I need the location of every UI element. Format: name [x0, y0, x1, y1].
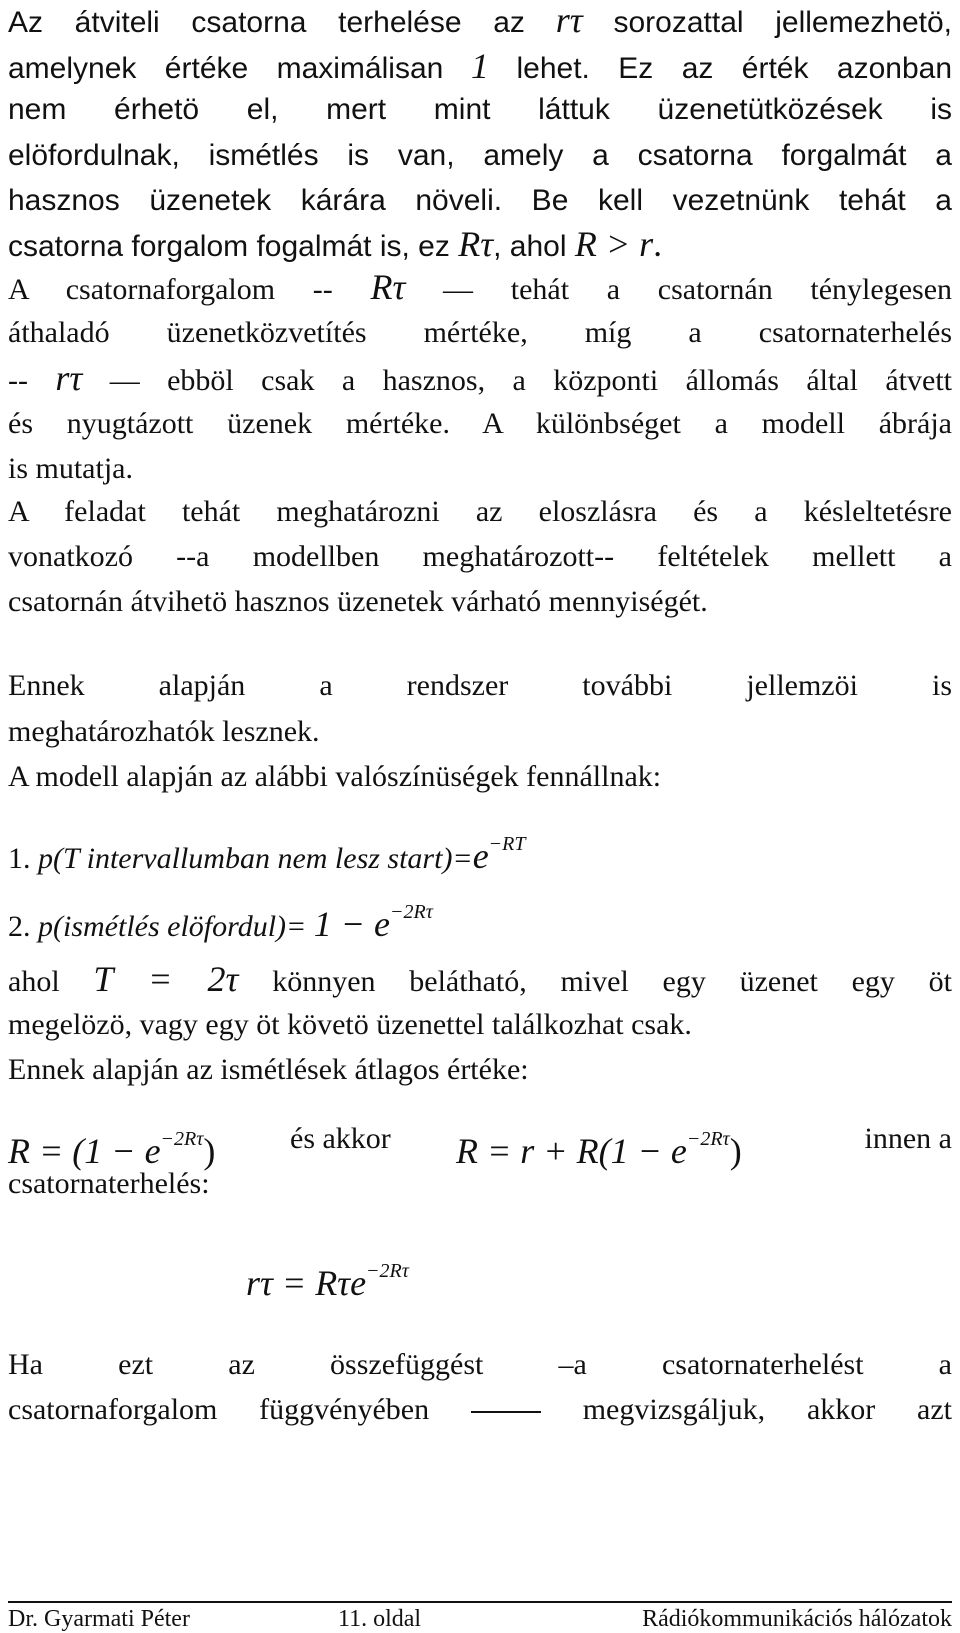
math-r-tau: rτ	[555, 0, 583, 40]
p5-line-3: Ennek alapján az ismétlések átlagos értéke:	[8, 1053, 529, 1086]
equation-R-recursive: R = r + R(1 − e	[456, 1131, 687, 1171]
p3-line-3: csatornán átvihetö hasznos üzenetek várható mennyiségét.	[8, 585, 708, 618]
p5-line-1: ahol T = 2τ könnyen belátható, mivel egy üzenet egy öt	[8, 959, 952, 999]
equation-T: T = 2τ	[93, 959, 239, 999]
p1-line-5: hasznos üzenetek kárára növeli. Be kell vezetnünk tehát a	[8, 184, 952, 217]
p2-line-4: és nyugtázott üzenek mértéke. A különbséget a modell ábrája	[8, 407, 952, 440]
p3-line-1: A feladat tehát meghatározni az eloszlásra és a késleltetésre	[8, 495, 952, 528]
footer-page-number: 11. oldal	[338, 1606, 422, 1632]
p2-line-3: -- rτ — ebböl csak a hasznos, a központi állomás által átvett	[8, 358, 952, 398]
p1-line-3: nem érhetö el, mert mint láttuk üzenetütközések is	[8, 93, 952, 126]
p5-line-2: megelözö, vagy egy öt követö üzenettel találkozhat csak.	[8, 1008, 692, 1041]
probability-item-2: 2. p(ismétlés elöfordul)= $1 - e^{-2R\tau}$	[8, 901, 433, 944]
p1-line-2: amelynek értéke maximálisan 1 lehet. Ez az érték azonban	[8, 46, 952, 86]
p1-line-4: elöfordulnak, ismétlés is van, amely a csatorna forgalmát a	[8, 139, 952, 172]
math-R-tau: Rτ	[370, 267, 406, 307]
footer-course: Rádiókommunikációs hálózatok	[642, 1606, 952, 1632]
p2-line-5: is mutatja.	[8, 452, 133, 485]
p2-line-1: A csatornaforgalom -- Rτ — tehát a csatornán ténylegesen	[8, 267, 953, 307]
footer-author: Dr. Gyarmati Péter	[8, 1606, 190, 1632]
probability-item-1: 1. p(T intervallumban nem lesz $start)=e^{-RT}$	[8, 833, 526, 876]
equation-R: R = (1 − e	[8, 1131, 161, 1171]
value-one: 1	[470, 46, 489, 86]
p4-line-2: meghatározhatók lesznek.	[8, 715, 320, 748]
dash-rule	[471, 1411, 541, 1413]
equation-r-tau: rτ = Rτe$^{-2R\tau}$	[246, 1260, 409, 1303]
p2-line-2: áthaladó üzenetközvetítés mértéke, míg a csatornaterhelés	[8, 316, 952, 349]
math-R-tau: Rτ	[458, 224, 494, 264]
p1-line-1: Az átviteli csatorna terhelése az rτ sorozattal jellemezhetö,	[8, 0, 953, 40]
p4-line-3: A modell alapján az alábbi valószínüségek fennállnak:	[8, 760, 662, 793]
math-R-greater-r: R > r	[574, 224, 654, 264]
p4-line-1: Ennek alapján a rendszer további jellemzöi is	[8, 669, 952, 702]
p3-line-2: vonatkozó --a modellben meghatározott-- feltételek mellett a	[8, 540, 952, 573]
math-r-tau: rτ	[55, 358, 83, 398]
p1-line-6: csatorna forgalom fogalmát is, ez Rτ, ahol R > r.	[8, 224, 663, 264]
footer-rule	[8, 1601, 952, 1603]
p6-line-2: csatornaforgalom függvényében megvizsgáljuk, akkor azt	[8, 1393, 953, 1426]
equation-followup: csatornaterhelés:	[8, 1167, 210, 1200]
p6-line-1: Ha ezt az összefüggést –a csatornaterhelést a	[8, 1348, 953, 1381]
